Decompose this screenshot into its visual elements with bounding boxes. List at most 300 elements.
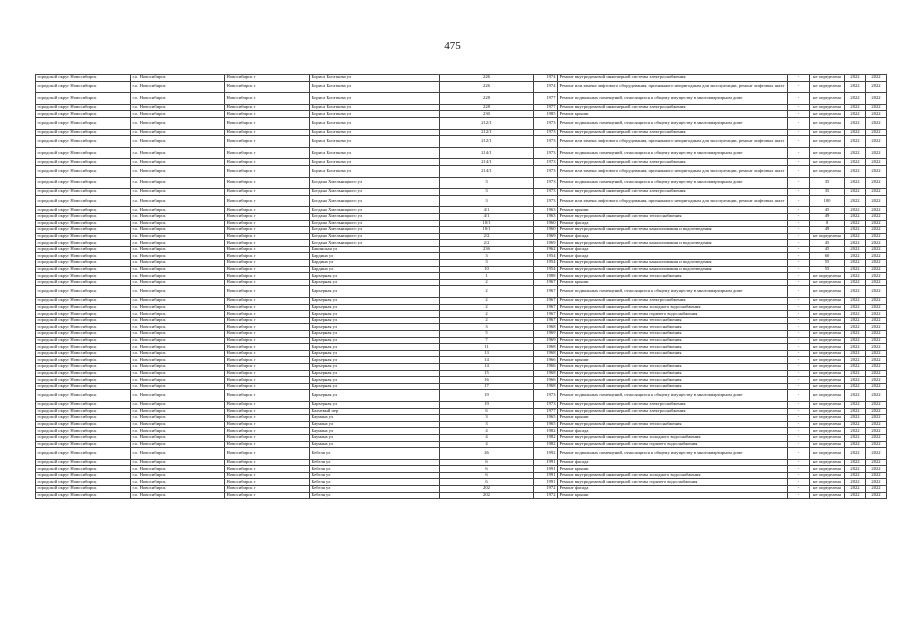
locality-cell: Новосибирск г <box>225 189 310 196</box>
end-year-cell: 2022 <box>866 253 887 260</box>
house-number-cell: 13 <box>440 350 534 357</box>
house-number-cell: 14 <box>440 363 534 370</box>
end-year-cell: 2022 <box>866 273 887 280</box>
settlement-cell: г.о. Новосибирск <box>131 492 225 499</box>
street-cell: Барьерная ул <box>310 350 440 357</box>
dash-cell: - <box>788 317 810 324</box>
street-cell: Бориса Богаткова ул <box>310 136 440 148</box>
table-row <box>36 415 887 422</box>
dash-cell: - <box>788 448 810 460</box>
municipality-cell: городской округ Новосибирск <box>36 377 131 384</box>
cost-cell: не определена <box>810 165 845 177</box>
street-cell: Барьерная ул <box>310 331 440 338</box>
build-year-cell: 1969 <box>534 233 558 240</box>
locality-cell: Новосибирск г <box>225 331 310 338</box>
street-cell: Богдана Хмельницкого ул <box>310 195 440 207</box>
build-year-cell: 1966 <box>534 357 558 364</box>
table-row <box>36 233 887 240</box>
dash-cell: - <box>788 486 810 493</box>
start-year-cell: 2022 <box>845 111 866 118</box>
end-year-cell: 2022 <box>866 357 887 364</box>
settlement-cell: г.о. Новосибирск <box>131 165 225 177</box>
locality-cell: Новосибирск г <box>225 147 310 159</box>
locality-cell: Новосибирск г <box>225 159 310 166</box>
street-cell: Богдана Хмельницкого ул <box>310 240 440 247</box>
end-year-cell: 2022 <box>866 344 887 351</box>
work-type-cell: Ремонт крыши <box>558 279 788 286</box>
start-year-cell: 2022 <box>845 104 866 111</box>
build-year-cell: 1967 <box>534 279 558 286</box>
table-row <box>36 240 887 247</box>
end-year-cell: 2022 <box>866 220 887 227</box>
build-year-cell: 1991 <box>534 479 558 486</box>
municipality-cell: городской округ Новосибирск <box>36 253 131 260</box>
settlement-cell: г.о. Новосибирск <box>131 486 225 493</box>
street-cell: Баумана ул <box>310 415 440 422</box>
municipality-cell: городской округ Новосибирск <box>36 337 131 344</box>
start-year-cell: 2022 <box>845 298 866 305</box>
work-type-cell: Ремонт внутридомовой инженерной системы теплоснабжения <box>558 350 788 357</box>
settlement-cell: г.о. Новосибирск <box>131 383 225 390</box>
street-cell: Бориса Богаткова ул <box>310 75 440 82</box>
cost-cell: не определена <box>810 344 845 351</box>
cost-cell: 45 <box>810 246 845 253</box>
house-number-cell: 23б <box>440 246 534 253</box>
build-year-cell: 1962 <box>534 246 558 253</box>
cost-cell: не определена <box>810 331 845 338</box>
house-number-cell: 11 <box>440 344 534 351</box>
start-year-cell: 2022 <box>845 165 866 177</box>
street-cell: Баумана ул <box>310 434 440 441</box>
settlement-cell: г.о. Новосибирск <box>131 304 225 311</box>
end-year-cell: 2022 <box>866 486 887 493</box>
work-type-cell: Ремонт фасада <box>558 428 788 435</box>
build-year-cell: 1954 <box>534 266 558 273</box>
dash-cell: - <box>788 331 810 338</box>
work-type-cell: Ремонт крыши <box>558 207 788 214</box>
street-cell: Бориса Богаткова ул <box>310 104 440 111</box>
locality-cell: Новосибирск г <box>225 344 310 351</box>
settlement-cell: г.о. Новосибирск <box>131 111 225 118</box>
table-row <box>36 136 887 148</box>
cost-cell: не определена <box>810 472 845 479</box>
start-year-cell: 2022 <box>845 75 866 82</box>
table-row <box>36 459 887 466</box>
table-row <box>36 147 887 159</box>
work-type-cell: Ремонт фасада <box>558 459 788 466</box>
settlement-cell: г.о. Новосибирск <box>131 434 225 441</box>
work-type-cell: Ремонт внутридомовой инженерной системы электроснабжения <box>558 298 788 305</box>
dash-cell: - <box>788 304 810 311</box>
municipality-cell: городской округ Новосибирск <box>36 93 131 105</box>
settlement-cell: г.о. Новосибирск <box>131 147 225 159</box>
settlement-cell: г.о. Новосибирск <box>131 253 225 260</box>
start-year-cell: 2022 <box>845 286 866 298</box>
locality-cell: Новосибирск г <box>225 350 310 357</box>
end-year-cell: 2022 <box>866 75 887 82</box>
house-number-cell: 212/1 <box>440 129 534 136</box>
build-year-cell: 1966 <box>534 377 558 384</box>
end-year-cell: 2022 <box>866 147 887 159</box>
house-number-cell: 3 <box>440 195 534 207</box>
locality-cell: Новосибирск г <box>225 136 310 148</box>
dash-cell: - <box>788 434 810 441</box>
dash-cell: - <box>788 383 810 390</box>
locality-cell: Новосибирск г <box>225 479 310 486</box>
settlement-cell: г.о. Новосибирск <box>131 466 225 473</box>
end-year-cell: 2022 <box>866 479 887 486</box>
dash-cell: - <box>788 441 810 448</box>
work-type-cell: Ремонт подвальных помещений, относящихся к общему имуществу в многоквартирном доме <box>558 390 788 402</box>
start-year-cell: 2022 <box>845 377 866 384</box>
table-row <box>36 408 887 415</box>
locality-cell: Новосибирск г <box>225 401 310 408</box>
municipality-cell: городской округ Новосибирск <box>36 227 131 234</box>
build-year-cell: 1967 <box>534 317 558 324</box>
table-row <box>36 81 887 93</box>
dash-cell: - <box>788 428 810 435</box>
street-cell: Барьерная ул <box>310 377 440 384</box>
table-row <box>36 273 887 280</box>
locality-cell: Новосибирск г <box>225 492 310 499</box>
start-year-cell: 2022 <box>845 246 866 253</box>
work-type-cell: Ремонт внутридомовой инженерной системы теплоснабжения <box>558 421 788 428</box>
house-number-cell: 4 <box>440 434 534 441</box>
dash-cell: - <box>788 220 810 227</box>
locality-cell: Новосибирск г <box>225 117 310 129</box>
dash-cell: - <box>788 492 810 499</box>
table-row <box>36 421 887 428</box>
cost-cell: не определена <box>810 279 845 286</box>
work-type-cell: Ремонт подвальных помещений, относящихся к общему имуществу в многоквартирном доме <box>558 177 788 189</box>
table-row <box>36 104 887 111</box>
build-year-cell: 1965 <box>534 415 558 422</box>
work-type-cell: Ремонт крыши <box>558 415 788 422</box>
build-year-cell: 1973 <box>534 129 558 136</box>
house-number-cell: 228 <box>440 93 534 105</box>
start-year-cell: 2022 <box>845 317 866 324</box>
house-number-cell: 230 <box>440 111 534 118</box>
locality-cell: Новосибирск г <box>225 81 310 93</box>
start-year-cell: 2022 <box>845 415 866 422</box>
locality-cell: Новосибирск г <box>225 129 310 136</box>
locality-cell: Новосибирск г <box>225 390 310 402</box>
dash-cell: - <box>788 260 810 267</box>
dash-cell: - <box>788 213 810 220</box>
street-cell: Бебеля ул <box>310 466 440 473</box>
street-cell: Бардина ул <box>310 253 440 260</box>
locality-cell: Новосибирск г <box>225 317 310 324</box>
cost-cell: не определена <box>810 401 845 408</box>
start-year-cell: 2022 <box>845 213 866 220</box>
settlement-cell: г.о. Новосибирск <box>131 260 225 267</box>
end-year-cell: 2022 <box>866 213 887 220</box>
street-cell: Барьерная ул <box>310 324 440 331</box>
cost-cell: не определена <box>810 357 845 364</box>
end-year-cell: 2022 <box>866 240 887 247</box>
table-row <box>36 317 887 324</box>
end-year-cell: 2022 <box>866 472 887 479</box>
dash-cell: - <box>788 177 810 189</box>
start-year-cell: 2022 <box>845 363 866 370</box>
build-year-cell: 1969 <box>534 331 558 338</box>
table-row <box>36 377 887 384</box>
work-type-cell: Ремонт крыши <box>558 492 788 499</box>
street-cell: Бебеля ул <box>310 459 440 466</box>
house-number-cell: 1 <box>440 273 534 280</box>
municipality-cell: городской округ Новосибирск <box>36 350 131 357</box>
settlement-cell: г.о. Новосибирск <box>131 317 225 324</box>
cost-cell: не определена <box>810 111 845 118</box>
municipality-cell: городской округ Новосибирск <box>36 324 131 331</box>
end-year-cell: 2022 <box>866 159 887 166</box>
cost-cell: 35 <box>810 189 845 196</box>
street-cell: Барьерная ул <box>310 390 440 402</box>
house-number-cell: 202 <box>440 492 534 499</box>
table-row <box>36 213 887 220</box>
municipality-cell: городской округ Новосибирск <box>36 441 131 448</box>
end-year-cell: 2022 <box>866 207 887 214</box>
build-year-cell: 1977 <box>534 104 558 111</box>
municipality-cell: городской округ Новосибирск <box>36 75 131 82</box>
settlement-cell: г.о. Новосибирск <box>131 337 225 344</box>
build-year-cell: 1974 <box>534 81 558 93</box>
house-number-cell: 16 <box>440 377 534 384</box>
house-number-cell: 4/1 <box>440 213 534 220</box>
build-year-cell: 1982 <box>534 441 558 448</box>
municipality-cell: городской округ Новосибирск <box>36 220 131 227</box>
table-row <box>36 466 887 473</box>
house-number-cell: 14 <box>440 357 534 364</box>
table-row <box>36 177 887 189</box>
locality-cell: Новосибирск г <box>225 273 310 280</box>
table-row <box>36 331 887 338</box>
start-year-cell: 2022 <box>845 195 866 207</box>
work-type-cell: Ремонт внутридомовой инженерной системы электроснабжения <box>558 104 788 111</box>
dash-cell: - <box>788 240 810 247</box>
house-number-cell: 19 <box>440 390 534 402</box>
table-row <box>36 207 887 214</box>
build-year-cell: 1968 <box>534 350 558 357</box>
end-year-cell: 2022 <box>866 370 887 377</box>
table-row <box>36 492 887 499</box>
dash-cell: - <box>788 472 810 479</box>
settlement-cell: г.о. Новосибирск <box>131 408 225 415</box>
locality-cell: Новосибирск г <box>225 207 310 214</box>
settlement-cell: г.о. Новосибирск <box>131 472 225 479</box>
end-year-cell: 2022 <box>866 448 887 460</box>
build-year-cell: 1973 <box>534 390 558 402</box>
cost-cell: не определена <box>810 350 845 357</box>
locality-cell: Новосибирск г <box>225 363 310 370</box>
locality-cell: Новосибирск г <box>225 104 310 111</box>
locality-cell: Новосибирск г <box>225 195 310 207</box>
work-type-cell: Ремонт внутридомовой инженерной системы теплоснабжения <box>558 213 788 220</box>
build-year-cell: 1972 <box>534 492 558 499</box>
street-cell: Барьерная ул <box>310 311 440 318</box>
start-year-cell: 2022 <box>845 279 866 286</box>
table-row <box>36 441 887 448</box>
work-type-cell: Ремонт внутридомовой инженерной системы теплоснабжения <box>558 317 788 324</box>
build-year-cell: 1977 <box>534 93 558 105</box>
municipality-cell: городской округ Новосибирск <box>36 304 131 311</box>
start-year-cell: 2022 <box>845 344 866 351</box>
cost-cell: не определена <box>810 428 845 435</box>
build-year-cell: 1968 <box>534 370 558 377</box>
build-year-cell: 1968 <box>534 324 558 331</box>
settlement-cell: г.о. Новосибирск <box>131 286 225 298</box>
start-year-cell: 2022 <box>845 117 866 129</box>
work-type-cell: Ремонт внутридомовой инженерной системы холодного водоснабжения <box>558 304 788 311</box>
dash-cell: - <box>788 147 810 159</box>
locality-cell: Новосибирск г <box>225 441 310 448</box>
table-row <box>36 363 887 370</box>
work-type-cell: Ремонт внутридомовой инженерной системы теплоснабжения <box>558 383 788 390</box>
cost-cell: не определена <box>810 136 845 148</box>
cost-cell: 0 <box>810 220 845 227</box>
table-row <box>36 286 887 298</box>
locality-cell: Новосибирск г <box>225 177 310 189</box>
street-cell: Барьерная ул <box>310 363 440 370</box>
dash-cell: - <box>788 104 810 111</box>
settlement-cell: г.о. Новосибирск <box>131 189 225 196</box>
end-year-cell: 2022 <box>866 324 887 331</box>
dash-cell: - <box>788 207 810 214</box>
build-year-cell: 1991 <box>534 472 558 479</box>
municipality-cell: городской округ Новосибирск <box>36 81 131 93</box>
end-year-cell: 2022 <box>866 298 887 305</box>
build-year-cell: 1972 <box>534 486 558 493</box>
dash-cell: - <box>788 408 810 415</box>
settlement-cell: г.о. Новосибирск <box>131 344 225 351</box>
municipality-cell: городской округ Новосибирск <box>36 213 131 220</box>
settlement-cell: г.о. Новосибирск <box>131 81 225 93</box>
house-number-cell: 214/1 <box>440 159 534 166</box>
locality-cell: Новосибирск г <box>225 459 310 466</box>
dash-cell: - <box>788 279 810 286</box>
start-year-cell: 2022 <box>845 207 866 214</box>
cost-cell: не определена <box>810 370 845 377</box>
work-type-cell: Ремонт внутридомовой инженерной системы холодного водоснабжения <box>558 434 788 441</box>
start-year-cell: 2022 <box>845 260 866 267</box>
settlement-cell: г.о. Новосибирск <box>131 93 225 105</box>
dash-cell: - <box>788 253 810 260</box>
dash-cell: - <box>788 357 810 364</box>
work-type-cell: Ремонт внутридомовой инженерной системы теплоснабжения <box>558 324 788 331</box>
start-year-cell: 2022 <box>845 227 866 234</box>
work-type-cell: Ремонт внутридомовой инженерной системы теплоснабжения <box>558 363 788 370</box>
build-year-cell: 1968 <box>534 383 558 390</box>
locality-cell: Новосибирск г <box>225 233 310 240</box>
locality-cell: Новосибирск г <box>225 286 310 298</box>
cost-cell: не определена <box>810 492 845 499</box>
work-type-cell: Ремонт или замена лифтового оборудования, признанного непригодным для эксплуатации, ремонт лифтовых шахт <box>558 136 788 148</box>
build-year-cell: 1968 <box>534 344 558 351</box>
house-number-cell: 2 <box>440 286 534 298</box>
build-year-cell: 1992 <box>534 448 558 460</box>
start-year-cell: 2022 <box>845 81 866 93</box>
locality-cell: Новосибирск г <box>225 337 310 344</box>
end-year-cell: 2022 <box>866 136 887 148</box>
start-year-cell: 2022 <box>845 93 866 105</box>
house-number-cell: 19 <box>440 401 534 408</box>
cost-cell: 45 <box>810 207 845 214</box>
work-type-cell: Ремонт внутридомовой инженерной системы электроснабжения <box>558 189 788 196</box>
dash-cell: - <box>788 363 810 370</box>
end-year-cell: 2022 <box>866 233 887 240</box>
table-row <box>36 304 887 311</box>
end-year-cell: 2022 <box>866 104 887 111</box>
start-year-cell: 2022 <box>845 147 866 159</box>
start-year-cell: 2022 <box>845 441 866 448</box>
end-year-cell: 2022 <box>866 363 887 370</box>
end-year-cell: 2022 <box>866 331 887 338</box>
street-cell: Бориса Богаткова ул <box>310 81 440 93</box>
settlement-cell: г.о. Новосибирск <box>131 377 225 384</box>
dash-cell: - <box>788 466 810 473</box>
street-cell: Баумана ул <box>310 441 440 448</box>
settlement-cell: г.о. Новосибирск <box>131 104 225 111</box>
municipality-cell: городской округ Новосибирск <box>36 165 131 177</box>
table-row <box>36 428 887 435</box>
work-type-cell: Ремонт внутридомовой инженерной системы электроснабжения <box>558 159 788 166</box>
work-type-cell: Ремонт крыши <box>558 111 788 118</box>
cost-cell: не определена <box>810 390 845 402</box>
street-cell: Богдана Хмельницкого ул <box>310 213 440 220</box>
municipality-cell: городской округ Новосибирск <box>36 260 131 267</box>
locality-cell: Новосибирск г <box>225 260 310 267</box>
start-year-cell: 2022 <box>845 304 866 311</box>
work-type-cell: Ремонт внутридомовой инженерной системы теплоснабжения <box>558 344 788 351</box>
municipality-cell: городской округ Новосибирск <box>36 492 131 499</box>
build-year-cell: 1963 <box>534 213 558 220</box>
end-year-cell: 2022 <box>866 117 887 129</box>
start-year-cell: 2022 <box>845 350 866 357</box>
house-number-cell: 6 <box>440 466 534 473</box>
municipality-cell: городской округ Новосибирск <box>36 344 131 351</box>
house-number-cell: 202 <box>440 486 534 493</box>
start-year-cell: 2022 <box>845 383 866 390</box>
house-number-cell: 2/2 <box>440 240 534 247</box>
cost-cell: не определена <box>810 75 845 82</box>
cost-cell: не определена <box>810 383 845 390</box>
municipality-cell: городской округ Новосибирск <box>36 117 131 129</box>
start-year-cell: 2022 <box>845 220 866 227</box>
house-number-cell: 4/1 <box>440 207 534 214</box>
work-type-cell: Ремонт фасада <box>558 246 788 253</box>
build-year-cell: 1985 <box>534 111 558 118</box>
municipality-cell: городской округ Новосибирск <box>36 111 131 118</box>
work-type-cell: Ремонт внутридомовой инженерной системы теплоснабжения <box>558 337 788 344</box>
start-year-cell: 2022 <box>845 408 866 415</box>
build-year-cell: 1973 <box>534 189 558 196</box>
locality-cell: Новосибирск г <box>225 324 310 331</box>
work-type-cell: Ремонт внутридомовой инженерной системы электроснабжения <box>558 75 788 82</box>
locality-cell: Новосибирск г <box>225 428 310 435</box>
locality-cell: Новосибирск г <box>225 227 310 234</box>
build-year-cell: 1973 <box>534 136 558 148</box>
start-year-cell: 2022 <box>845 337 866 344</box>
build-year-cell: 1954 <box>534 260 558 267</box>
build-year-cell: 1960 <box>534 227 558 234</box>
street-cell: Бебеля ул <box>310 472 440 479</box>
dash-cell: - <box>788 459 810 466</box>
house-number-cell: 2 <box>440 298 534 305</box>
settlement-cell: г.о. Новосибирск <box>131 401 225 408</box>
municipality-cell: городской округ Новосибирск <box>36 240 131 247</box>
locality-cell: Новосибирск г <box>225 434 310 441</box>
cost-cell: не определена <box>810 408 845 415</box>
